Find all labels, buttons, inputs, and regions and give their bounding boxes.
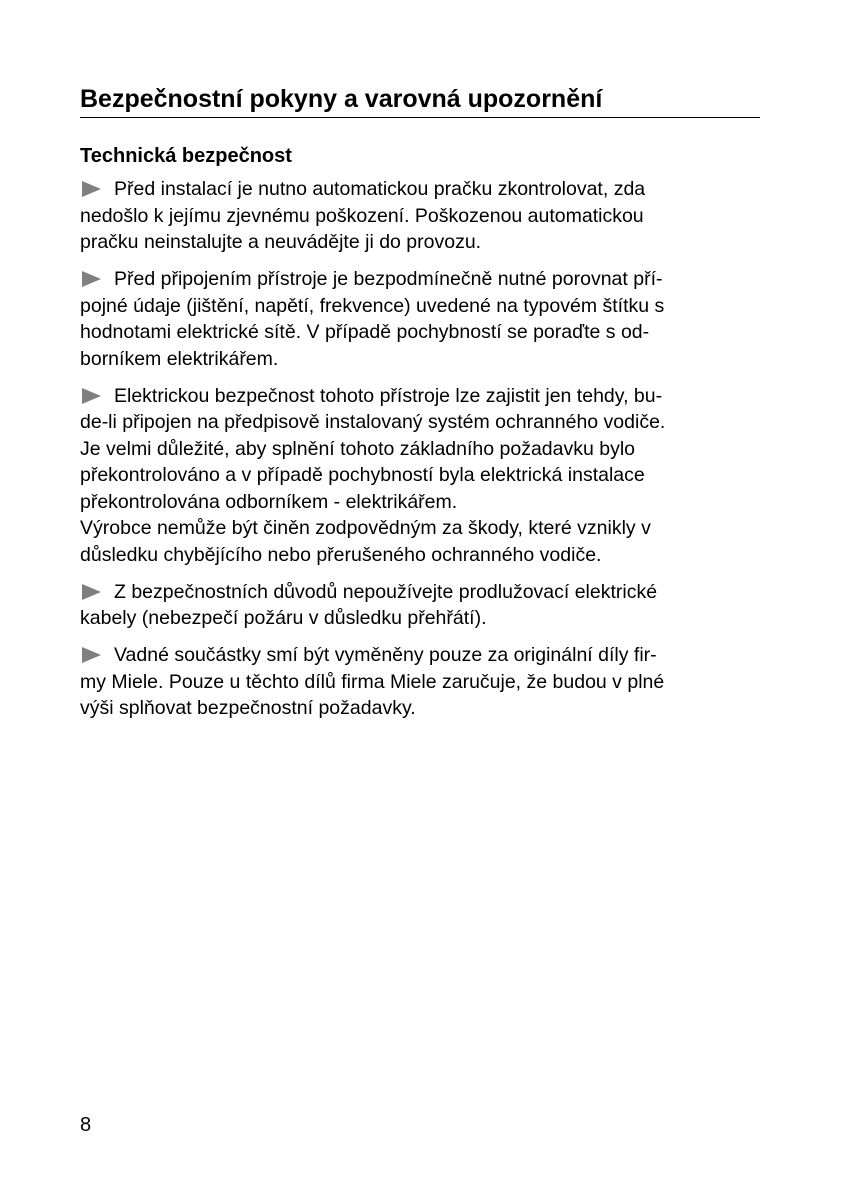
paragraph-line: Výrobce nemůže být činěn zodpovědným za škody, které vznikly v [80,517,651,539]
instruction-paragraph [80,266,770,372]
paragraph-line [80,579,770,606]
triangle-arrow-icon [82,584,101,600]
instruction-paragraph [80,176,770,256]
instruction-paragraph [80,642,770,722]
triangle-arrow-icon [82,181,101,197]
paragraph-line [80,383,770,410]
page-number: 8 [80,1114,92,1136]
triangle-arrow-icon [82,271,101,287]
paragraph-line: důsledku chybějícího nebo přerušeného ochranného vodiče. [80,543,602,566]
section-heading: Technická bezpečnost [80,145,292,167]
paragraph-line: de-li připojen na předpisově instalovaný systém ochranného vodiče. [80,411,666,433]
paragraph-line-text: Z bezpečnostních důvodů nepoužívejte prodlužovací elektrické [114,580,658,603]
paragraph-line: Je velmi důležité, aby splnění tohoto základního požadavku bylo [80,437,636,460]
instruction-paragraph [80,579,770,632]
paragraph-line [80,266,770,293]
paragraph-line: pračku neinstalujte a neuvádějte ji do provozu. [80,231,482,253]
instruction-paragraph [80,383,770,569]
triangle-arrow-icon [82,647,101,663]
paragraph-line: pojné údaje (jištění, napětí, frekvence) uvedené na typovém štítku s [80,294,665,317]
paragraph-line: překontrolováno a v případě pochybností byla elektrická instalace [80,464,645,486]
paragraph-line: výši splňovat bezpečnostní požadavky. [80,697,416,719]
paragraph-line [80,642,770,669]
paragraph-line-text: Elektrickou bezpečnost tohoto přístroje lze zajistit jen tehdy, bu- [114,384,663,407]
paragraph-line: nedošlo k jejímu zjevnému poškození. Poškozenou automatickou [80,204,644,227]
paragraph-line: my Miele. Pouze u těchto dílů firma Miele zaručuje, že budou v plné [80,670,665,693]
triangle-arrow-icon [82,388,101,404]
paragraph-line: hodnotami elektrické sítě. V případě pochybností se poraďte s od- [80,321,650,343]
paragraph-line: překontrolována odborníkem - elektrikářem. [80,490,458,513]
paragraph-line: borníkem elektrikářem. [80,347,279,370]
paragraph-line [80,176,770,203]
paragraph-line: kabely (nebezpečí požáru v důsledku přehřátí). [80,607,487,629]
paragraph-line-text: Před instalací je nutno automatickou pračku zkontrolovat, zda [114,178,646,200]
safety-instructions [80,176,770,732]
paragraph-line-text: Před připojením přístroje je bezpodmínečně nutné porovnat pří- [114,268,663,290]
paragraph-line-text: Vadné součástky smí být vyměněny pouze za originální díly fir- [114,644,657,666]
page-title: Bezpečnostní pokyny a varovná upozornění [80,84,760,118]
